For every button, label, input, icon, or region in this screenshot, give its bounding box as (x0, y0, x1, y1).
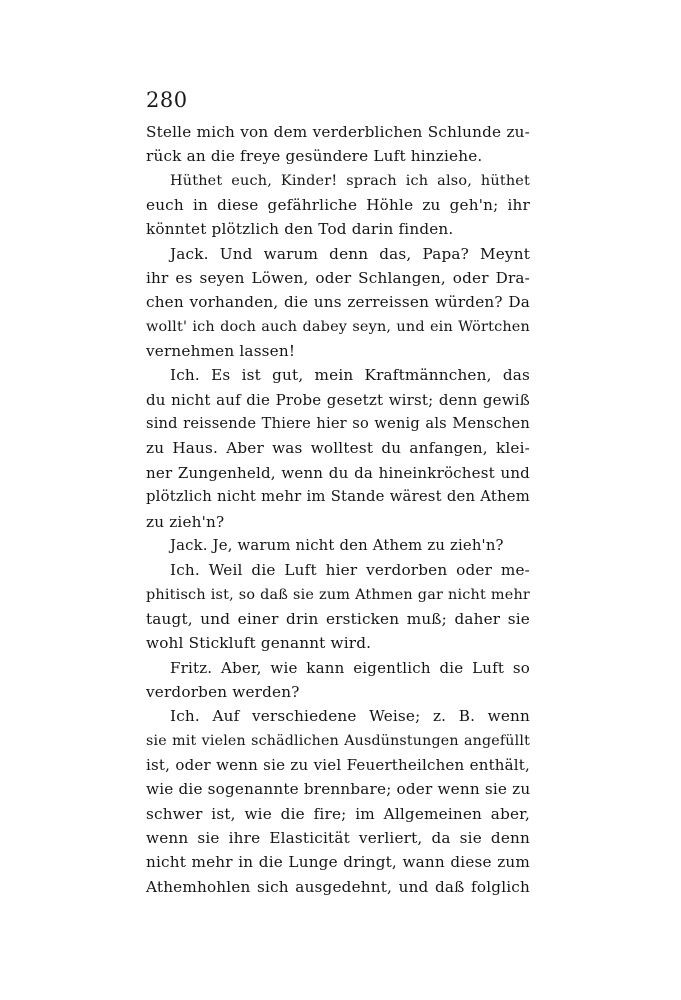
text-line: wollt' ich doch auch dabey seyn, und ein Wörtchen (146, 318, 530, 335)
text-line: könntet plötzlich den Tod darin finden. (146, 220, 454, 239)
text-line: du nicht auf die Probe gesetzt wirst; denn gewiß (146, 390, 530, 409)
text-line: euch in diese gefährliche Höhle zu geh'n; ihr (146, 196, 530, 215)
text-line: wie die sogenannte brennbare; oder wenn sie zu (146, 780, 531, 799)
text-line: vernehmen lassen! (146, 342, 296, 361)
text-line: Jack. Und warum denn das, Papa? Meynt (170, 244, 530, 263)
text-line: plötzlich nicht mehr im Stande wärest den Athem (146, 488, 530, 506)
text-line: Hüthet euch, Kinder! sprach ich also, hüthet (170, 172, 530, 189)
text-line: sie mit vielen schädlichen Ausdünstungen angefüllt (146, 732, 530, 749)
text-line: phitisch ist, so daß sie zum Athmen gar nicht mehr (146, 586, 530, 603)
text-line: Athemhohlen sich ausgedehnt, und daß folglich (146, 877, 530, 896)
text-line: Ich. Weil die Luft hier verdorben oder me- (170, 561, 530, 580)
body-text (146, 120, 530, 899)
text-line: chen vorhanden, die uns zerreissen würden? Da (146, 293, 530, 312)
text-line: Jack. Je, warum nicht den Athem zu zieh'n? (170, 536, 504, 554)
text-line: zu Haus. Aber was wolltest du anfangen, klei- (146, 439, 530, 458)
text-line: ihr es seyen Löwen, oder Schlangen, oder Dra- (146, 269, 530, 288)
text-line: Ich. Auf verschiedene Weise; z. B. wenn (170, 707, 530, 726)
text-line: sind reissende Thiere hier so wenig als Menschen (146, 415, 530, 433)
text-line: wohl Stickluft genannt wird. (146, 634, 372, 653)
text-line: schwer ist, wie die fire; im Allgemeinen aber, (146, 804, 530, 823)
text-line: Stelle mich von dem verderblichen Schlunde zu- (146, 123, 530, 141)
text-line: wenn sie ihre Elasticität verliert, da sie denn (146, 828, 530, 847)
text-line: ner Zungenheld, wenn du da hineinkröchest und (146, 463, 530, 482)
text-line: ist, oder wenn sie zu viel Feuertheilchen enthält, (146, 755, 530, 774)
text-line: Ich. Es ist gut, mein Kraftmännchen, das (170, 366, 530, 385)
text-line: nicht mehr in die Lunge dringt, wann diese zum (146, 853, 530, 872)
text-line: Fritz. Aber, wie kann eigentlich die Luft so (170, 658, 530, 677)
text-line: zu zieh'n? (146, 512, 225, 531)
text-line: taugt, und einer drin ersticken muß; daher sie (146, 609, 530, 628)
text-line: verdorben werden? (146, 682, 300, 701)
text-line: rück an die freye gesündere Luft hinziehe. (146, 147, 483, 166)
page-number: 280 (146, 88, 188, 112)
